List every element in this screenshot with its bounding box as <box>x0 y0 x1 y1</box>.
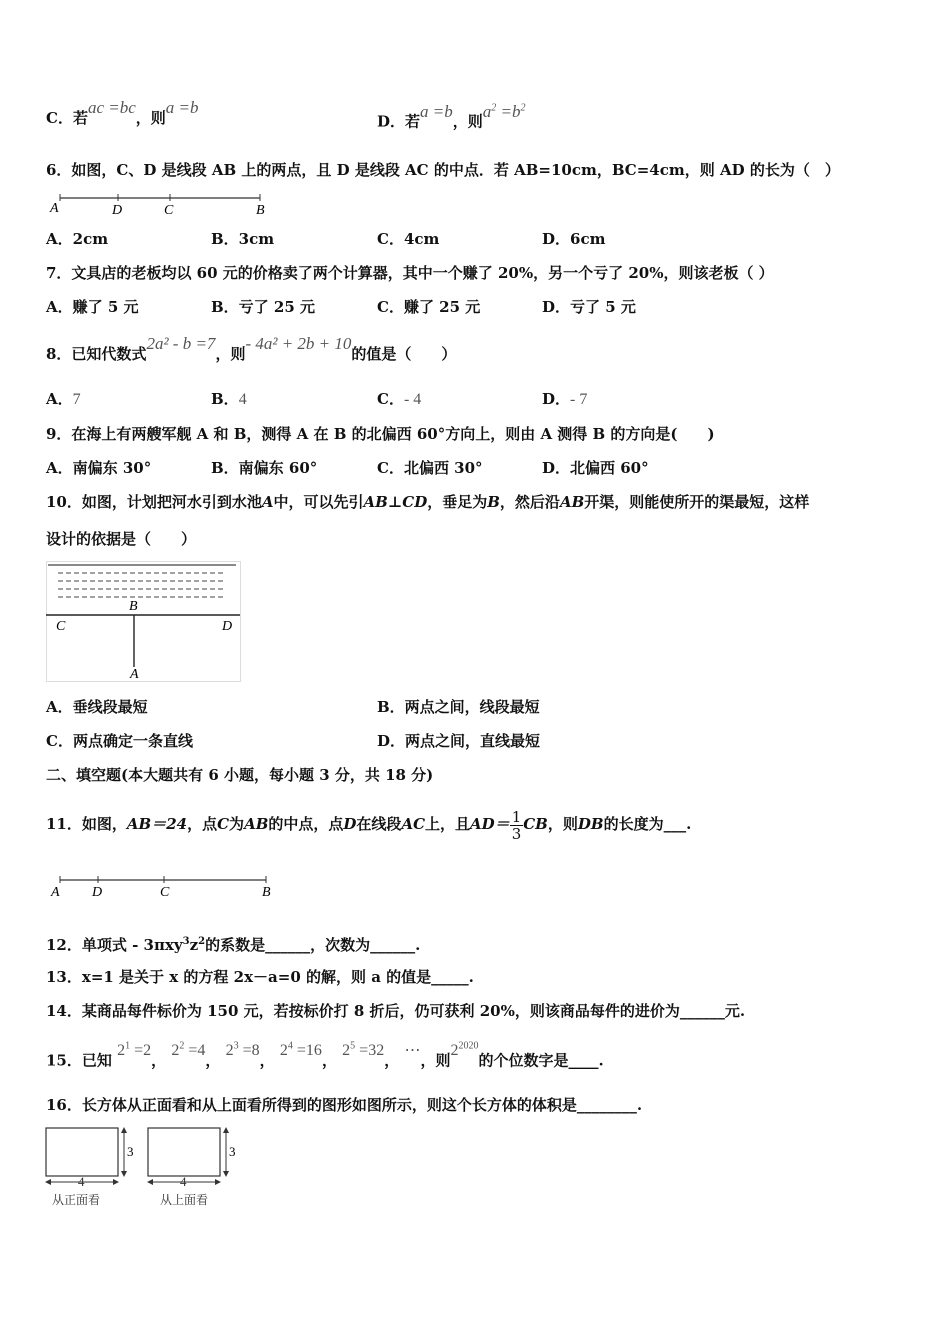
q6-stem: 6．如图，C、D 是线段 AB 上的两点，且 D 是线段 AC 的中点．若 AB=10cm，BC=4cm，则 AD 的长为（ ） <box>46 161 840 179</box>
q15-power-2020: $2^{2020}$ <box>450 1041 479 1060</box>
q11-label-d: D <box>92 885 103 900</box>
q16-front-view-figure <box>44 1124 140 1210</box>
q10-option-b: B．两点之间，线段最短 <box>377 698 540 716</box>
q15-power-3: $2^3 =8$ <box>225 1041 260 1060</box>
q6-label-c: C <box>164 203 174 218</box>
q6-option-c: C．4cm <box>377 230 440 248</box>
q7-option-c: C．赚了 25 元 <box>377 298 481 316</box>
q10-label-a: A <box>130 667 139 682</box>
q5-c-result: a =b <box>165 98 199 117</box>
q10-option-a: A．垂线段最短 <box>46 698 148 716</box>
q10-label-c: C <box>56 619 66 634</box>
q6-option-d: D．6cm <box>542 230 606 248</box>
section-2-heading: 二、填空题(本大题共有 6 小题，每小题 3 分，共 18 分) <box>46 766 434 784</box>
q16-top-caption: 从上面看 <box>160 1193 209 1207</box>
q5-d-result: $a^2 =b^2$ <box>482 101 526 121</box>
q7-option-a: A．赚了 5 元 <box>46 298 139 316</box>
q6-label-d: D <box>112 203 123 218</box>
q15-ellipsis: ⋯ <box>404 1042 421 1060</box>
q9-stem: 9．在海上有两艘军舰 A 和 B，测得 A 在 B 的北偏西 60°方向上，则由 A 测得 B 的方向是( ) <box>46 425 715 443</box>
q6-label-b: B <box>256 203 265 218</box>
q11-label-b: B <box>262 885 271 900</box>
q5-d-condition: a =b <box>420 101 453 121</box>
q5-option-c: C．若ac =bc，则a =b <box>46 98 199 127</box>
q8-stem: 8．已知代数式2a² - b =7，则- 4a² + 2b + 10的值是（ ） <box>46 334 457 363</box>
q15-power-1: $2^1 =2$ <box>117 1041 152 1060</box>
q16-top-width: 4 <box>180 1174 187 1189</box>
q16-front-height: 3 <box>127 1144 134 1159</box>
q16-stem: 16．长方体从正面看和从上面看所得到的图形如图所示，则这个长方体的体积是________. <box>46 1096 643 1114</box>
q8-option-d: D．- 7 <box>542 390 588 408</box>
q8-option-b: B．4 <box>211 390 247 408</box>
q9-option-b: B．南偏东 60° <box>211 459 318 477</box>
q10-label-d: D <box>222 619 233 634</box>
q7-option-d: D．亏了 5 元 <box>542 298 636 316</box>
q16-top-height: 3 <box>229 1144 236 1159</box>
q14-stem: 14．某商品每件标价为 150 元，若按标价打 8 折后，仍可获利 20%，则该商品每件的进价为______元. <box>46 1002 746 1020</box>
q15-stem: 15．已知 $2^1 =2$， $2^2 =4$， $2^3 =8$， $2^4 =16$， $2^5 =32$， ⋯，则$2^{2020}$的个位数字是____. <box>46 1041 604 1070</box>
q13-stem: 13．x=1 是关于 x 的方程 2x－a=0 的解，则 a 的值是_____. <box>46 968 474 986</box>
q12-stem: 12．单项式 - $3\pi xy^3z^2$的系数是______，次数为______. <box>46 936 421 954</box>
q9-option-a: A．南偏东 30° <box>46 459 152 477</box>
q16-top-view-figure <box>146 1124 242 1210</box>
q7-option-b: B．亏了 25 元 <box>211 298 315 316</box>
q8-option-a: A．7 <box>46 390 81 408</box>
q16-front-caption: 从正面看 <box>52 1193 101 1207</box>
q9-option-c: C．北偏西 30° <box>377 459 483 477</box>
q5-option-d: D．若a =b，则$a^2 =b^2$ <box>377 101 526 131</box>
q11-label-c: C <box>160 885 170 900</box>
q6-option-a: A．2cm <box>46 230 109 248</box>
q8-expression-1: 2a² - b =7 <box>146 334 216 353</box>
q6-option-b: B．3cm <box>211 230 275 248</box>
q10-label-b: B <box>129 599 138 614</box>
q15-power-2: $2^2 =4$ <box>171 1041 206 1060</box>
q15-power-4: $2^4 =16$ <box>279 1041 322 1060</box>
q6-label-a: A <box>50 201 59 216</box>
q15-power-5: $2^5 =32$ <box>342 1041 385 1060</box>
q11-fraction: $\frac{1}{3}$ <box>511 807 522 843</box>
q16-front-width: 4 <box>78 1174 85 1189</box>
q10-canal-figure <box>46 561 242 683</box>
q5-c-condition: ac =bc <box>87 98 136 117</box>
q7-stem: 7．文具店的老板均以 60 元的价格卖了两个计算器，其中一个赚了 20%，另一个亏了 20%，则该老板（ ） <box>46 264 774 282</box>
q10-stem-line1: 10．如图，计划把河水引到水池A中，可以先引AB⊥CD，垂足为B，然后沿AB开渠，则能使所开的渠最短，这样 <box>46 493 810 511</box>
q6-segment-figure <box>46 190 276 220</box>
q11-segment-figure <box>46 872 276 902</box>
q10-stem-line2: 设计的依据是（ ） <box>46 530 197 548</box>
q8-expression-2: - 4a² + 2b + 10 <box>245 334 352 353</box>
q8-option-c: C．- 4 <box>377 390 422 408</box>
q11-stem: 11．如图，AB＝24，点C为AB的中点，点D在线段AC上，且AD＝ $\frac{1}{3}$ CB，则DB的长度为___. <box>46 807 692 843</box>
q10-option-d: D．两点之间，直线最短 <box>377 732 541 750</box>
q9-option-d: D．北偏西 60° <box>542 459 649 477</box>
q10-option-c: C．两点确定一条直线 <box>46 732 193 750</box>
q11-label-a: A <box>51 885 60 900</box>
